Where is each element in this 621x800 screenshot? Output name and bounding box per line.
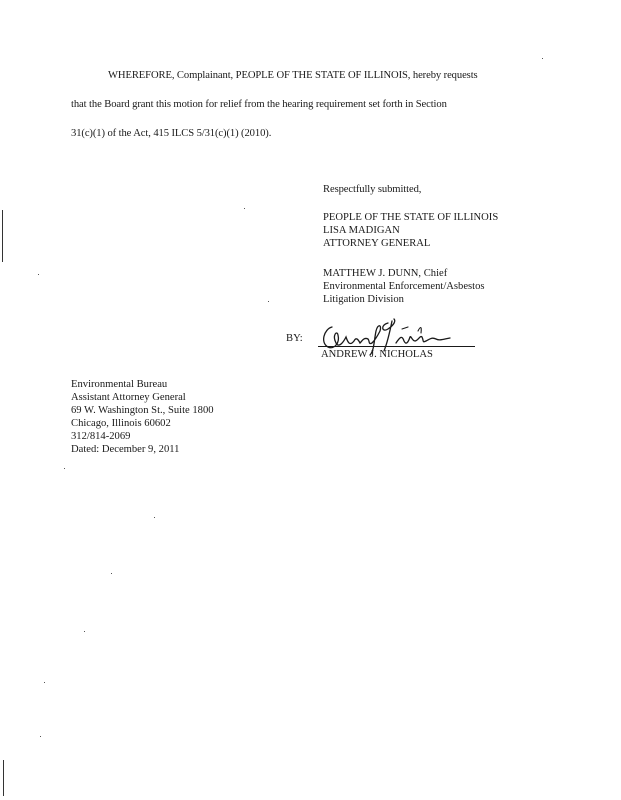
scan-speck xyxy=(44,682,45,683)
paragraph-line-2: that the Board grant this motion for relief from the hearing requirement set forth in Section xyxy=(71,99,447,110)
closing: Respectfully submitted, xyxy=(323,184,422,195)
party-line: PEOPLE OF THE STATE OF ILLINOIS xyxy=(323,212,499,223)
address-line: Chicago, Illinois 60602 xyxy=(71,418,171,429)
scan-margin-mark xyxy=(3,760,4,796)
address-line: Dated: December 9, 2011 xyxy=(71,444,180,455)
by-label: BY: xyxy=(286,333,303,344)
scan-speck xyxy=(154,517,155,518)
paragraph-line-1: WHEREFORE, Complainant, PEOPLE OF THE STATE OF ILLINOIS, hereby requests xyxy=(108,70,478,81)
signer-name: ANDREW J. NICHOLAS xyxy=(321,349,433,360)
scan-speck xyxy=(40,736,41,737)
scan-speck xyxy=(268,301,269,302)
scan-speck xyxy=(84,631,85,632)
chief-block xyxy=(323,267,485,306)
chief-line: Litigation Division xyxy=(323,294,404,305)
paragraph-line-3: 31(c)(1) of the Act, 415 ILCS 5/31(c)(1) (2010). xyxy=(71,128,272,139)
scan-speck xyxy=(244,208,245,209)
address-line: 312/814-2069 xyxy=(71,431,131,442)
party-line: ATTORNEY GENERAL xyxy=(323,238,431,249)
address-line: Environmental Bureau xyxy=(71,379,168,390)
address-block xyxy=(71,378,214,456)
scan-margin-mark xyxy=(2,210,3,262)
chief-line: Environmental Enforcement/Asbestos xyxy=(323,281,485,292)
scan-speck xyxy=(38,274,39,275)
address-line: 69 W. Washington St., Suite 1800 xyxy=(71,405,214,416)
party-block xyxy=(323,211,498,250)
party-line: LISA MADIGAN xyxy=(323,225,400,236)
address-line: Assistant Attorney General xyxy=(71,392,186,403)
scan-speck xyxy=(64,468,65,469)
scan-speck xyxy=(111,573,112,574)
chief-line: MATTHEW J. DUNN, Chief xyxy=(323,268,448,279)
scan-speck xyxy=(542,58,543,59)
